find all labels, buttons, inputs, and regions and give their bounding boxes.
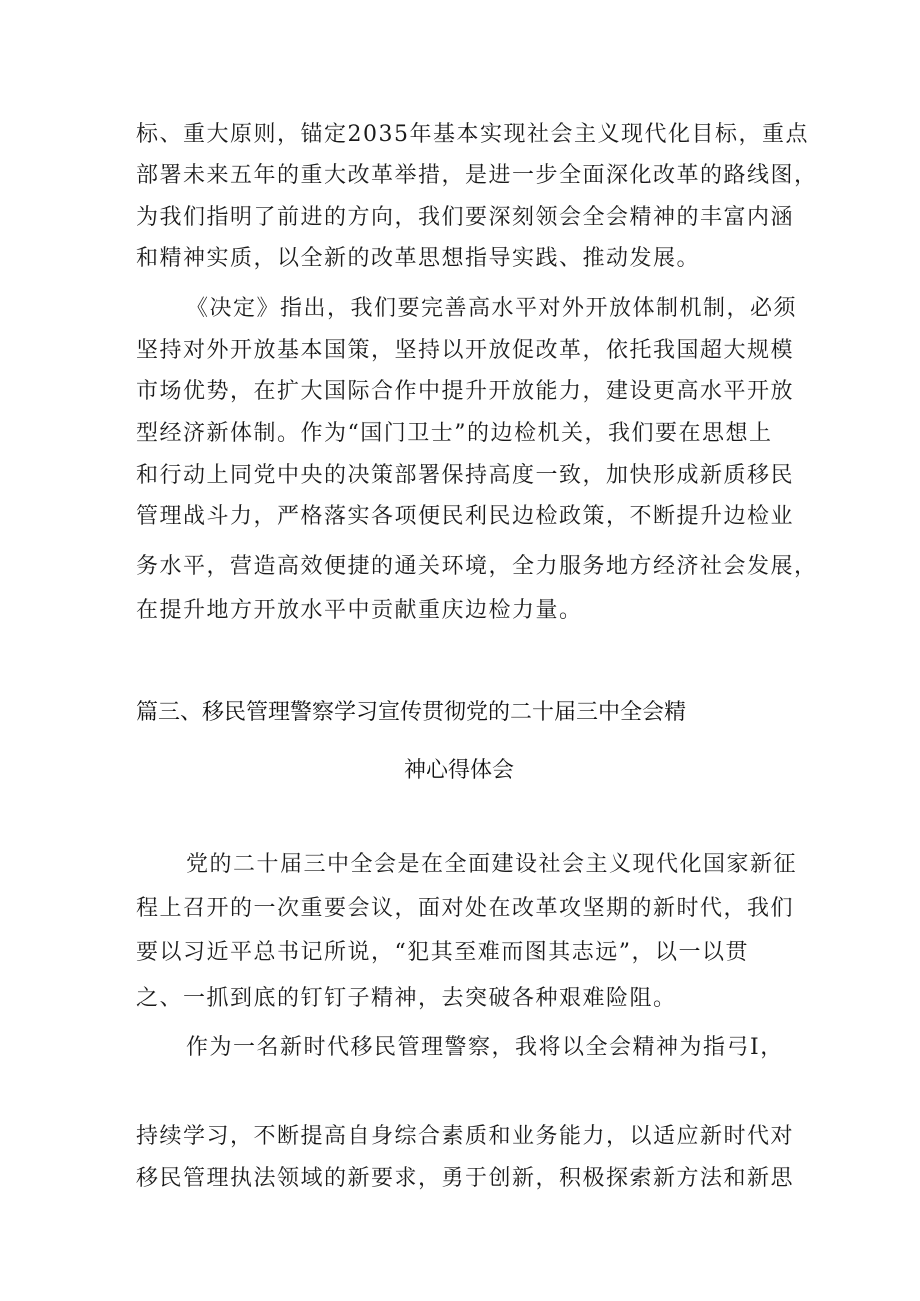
section-heading-line2: 神心得体会 [404, 758, 515, 783]
text-line: 部署未来五年的重大改革举措，是进一步全面深化改革的路线图， [136, 163, 818, 188]
text-line: 和行动上同党中央的决策部署保持高度一致，加快形成新质移民 [136, 463, 795, 488]
text-line: 持续学习，不断提高自身综合素质和业务能力，以适应新时代对 [136, 1124, 795, 1149]
text-line: 在提升地方开放水平中贡献重庆边检力量。 [136, 598, 583, 623]
text-line: 为我们指明了前进的方向，我们要深刻领会全会精神的丰富内涵 [136, 205, 795, 230]
section-heading-line1: 篇三、移民管理警察学习宣传贯彻党的二十届三中全会精 [136, 700, 687, 725]
text-line: 务水平，营造高效便捷的通关环境，全力服务地方经济社会发展， [136, 554, 818, 579]
text-line: 移民管理执法领域的新要求，勇于创新，积极探索新方法和新思 [136, 1166, 795, 1191]
text-line: 程上召开的一次重要会议，面对处在改革攻坚期的新时代，我们 [136, 896, 795, 921]
text-line: 《决定》指出，我们要完善高水平对外开放体制机制，必须 [186, 296, 798, 321]
text-line: 之、一抓到底的钉钉子精神，去突破各种艰难险阻。 [136, 986, 677, 1011]
text-line: 型经济新体制。作为“国门卫士”的边检机关，我们要在思想上 [136, 421, 773, 446]
text-line: 和精神实质，以全新的改革思想指导实践、推动发展。 [136, 246, 701, 271]
text-line: 要以习近平总书记所说，“犯其至难而图其志远”，以一以贯 [136, 940, 749, 965]
text-line: 市场优势，在扩大国际合作中提升开放能力，建设更高水平开放 [136, 379, 795, 404]
text-line: 党的二十届三中全会是在全面建设社会主义现代化国家新征 [186, 852, 798, 877]
text-line: 作为一名新时代移民管理警察，我将以全会精神为指弓I， [186, 1035, 784, 1060]
text-line: 管理战斗力，严格落实各项便民利民边检政策，不断提升边检业 [136, 504, 795, 529]
text-line: 标、重大原则，锚定2035年基本实现社会主义现代化目标，重点 [136, 122, 809, 147]
text-line: 坚持对外开放基本国策，坚持以开放促改革，依托我国超大规模 [136, 338, 795, 363]
